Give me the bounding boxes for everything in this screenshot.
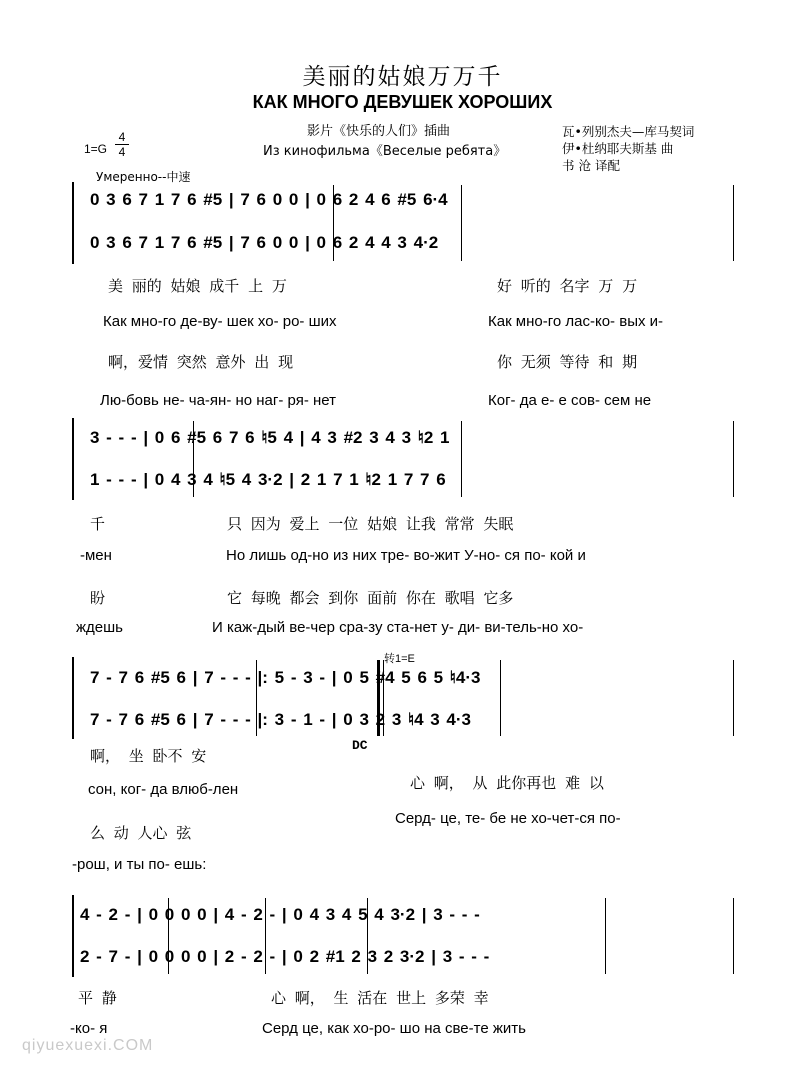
lyric-ru-2b: Но лишь од-но из них тре- во-жит У-но- ся по- кой и [226, 547, 586, 564]
barline [500, 660, 501, 736]
barline [461, 421, 462, 497]
barline [733, 185, 734, 261]
lyric-cn-1d: 你 无须 等待 和 期 [497, 353, 638, 371]
lyric-ru-3b: Серд- це, те- бе не хо-чет-ся по- [395, 810, 621, 827]
staff-upper-2: 3 - - - | 0 6 #5 6 7 6 ♮5 4 | 4 3 #2 3 4 3 ♮2 1 [90, 428, 450, 447]
subtitle-chinese: 影片《快乐的人们》插曲 [307, 124, 451, 139]
title-chinese: 美丽的姑娘万万千 [302, 64, 503, 90]
lyric-cn-2d: 它 每晚 都会 到你 面前 你在 歌唱 它多 [227, 589, 514, 607]
barline [461, 185, 462, 261]
lyric-cn-3c: 么 动 人心 弦 [90, 824, 192, 842]
lyric-cn-2a: 千 [90, 515, 106, 533]
lyric-cn-3b: 心 啊， 从 此你再也 难 以 [410, 774, 604, 792]
lyric-cn-4a: 平 静 [78, 989, 117, 1007]
staff-lower-3: 7 - 7 6 #5 6 | 7 - - - |: 3 - 1 - | 0 3 2 3 ♮4 3 4·3 [90, 710, 471, 729]
tempo-marking: Умеренно--中速 [96, 170, 191, 184]
credit-lyricist: 瓦•列别杰夫—库马契词 [562, 124, 695, 139]
time-top: 4 [118, 130, 126, 144]
lyric-ru-3c: -рош, и ты по- ешь: [72, 856, 207, 873]
lyric-cn-4b: 心 啊， 生 活在 世上 多荣 幸 [271, 989, 489, 1007]
lyric-cn-1b: 好 听的 名字 万 万 [497, 277, 638, 295]
lyric-cn-1c: 啊，爱情 突然 意外 出 现 [108, 353, 294, 371]
lyric-cn-2b: 只 因为 爱上 一位 姑娘 让我 常常 失眠 [227, 515, 514, 533]
lyric-ru-3a: сон, ког- да влюб-лен [88, 781, 239, 798]
da-capo-mark: DC [352, 738, 368, 753]
key-signature: 1=G [84, 142, 108, 156]
watermark: qiyuexuexi.COM [22, 1037, 154, 1054]
staff-lower-4: 2 - 7 - | 0 0 0 0 | 2 - 2 - | 0 2 #1 2 3 2 3·2 | 3 - - - [80, 947, 490, 966]
barline [733, 660, 734, 736]
credits [562, 123, 694, 174]
staff-lower-2: 1 - - - | 0 4 3 4 ♮5 4 3·2 | 2 1 7 1 ♮2 1 7 7 6 [90, 470, 446, 489]
lyric-cn-2c: 盼 [90, 589, 106, 607]
lyric-cn-1a: 美 丽的 姑娘 成千 上 万 [108, 277, 287, 295]
title-russian: КАК МНОГО ДЕВУШЕК ХОРОШИХ [252, 92, 553, 112]
lyric-ru-1a: Как мно-го де-ву- шек хо- ро- ших [103, 313, 337, 330]
barline [733, 421, 734, 497]
lyric-ru-2c: ждешь [76, 619, 123, 636]
staff-upper-1: 0 3 6 7 1 7 6 #5 | 7 6 0 0 | 0 6 2 4 6 #5 6·4 [90, 190, 448, 209]
lyric-cn-3a: 啊， 坐 卧不 安 [90, 747, 207, 765]
lyric-ru-4b: Серд це, как хо-ро- шо на све-те жить [262, 1020, 526, 1037]
credit-translator: 书 沧 译配 [562, 158, 620, 173]
staff-lower-1: 0 3 6 7 1 7 6 #5 | 7 6 0 0 | 0 6 2 4 4 3 4·2 [90, 233, 439, 252]
subtitle-russian: Из кинофильма《Веселые ребята》 [263, 144, 507, 159]
lyric-ru-2a: -мен [80, 547, 112, 564]
modulation-mark: 转1=E [384, 653, 415, 665]
lyric-ru-1d: Ког- да е- е сов- сем не [488, 392, 652, 409]
lyric-ru-1b: Как мно-го лас-ко- вых и- [488, 313, 664, 330]
credit-composer: 伊•杜纳耶夫斯基 曲 [562, 141, 674, 156]
lyric-ru-4a: -ко- я [70, 1020, 108, 1037]
barline [733, 898, 734, 974]
staff-upper-3: 7 - 7 6 #5 6 | 7 - - - |: 5 - 3 - | 0 5 #4 5 6 5 ♮4·3 [90, 668, 481, 687]
time-signature [115, 130, 129, 159]
staff-upper-4: 4 - 2 - | 0 0 0 0 | 4 - 2 - | 0 4 3 4 5 4 3·2 | 3 - - - [80, 905, 480, 924]
lyric-ru-1c: Лю-бовь не- ча-ян- но наг- ря- нет [100, 392, 336, 409]
lyric-ru-2d: И каж-дый ве-чер сра-зу ста-нет у- ди- ви-тель-но хо- [212, 619, 584, 636]
barline [605, 898, 606, 974]
time-bottom: 4 [115, 144, 129, 159]
